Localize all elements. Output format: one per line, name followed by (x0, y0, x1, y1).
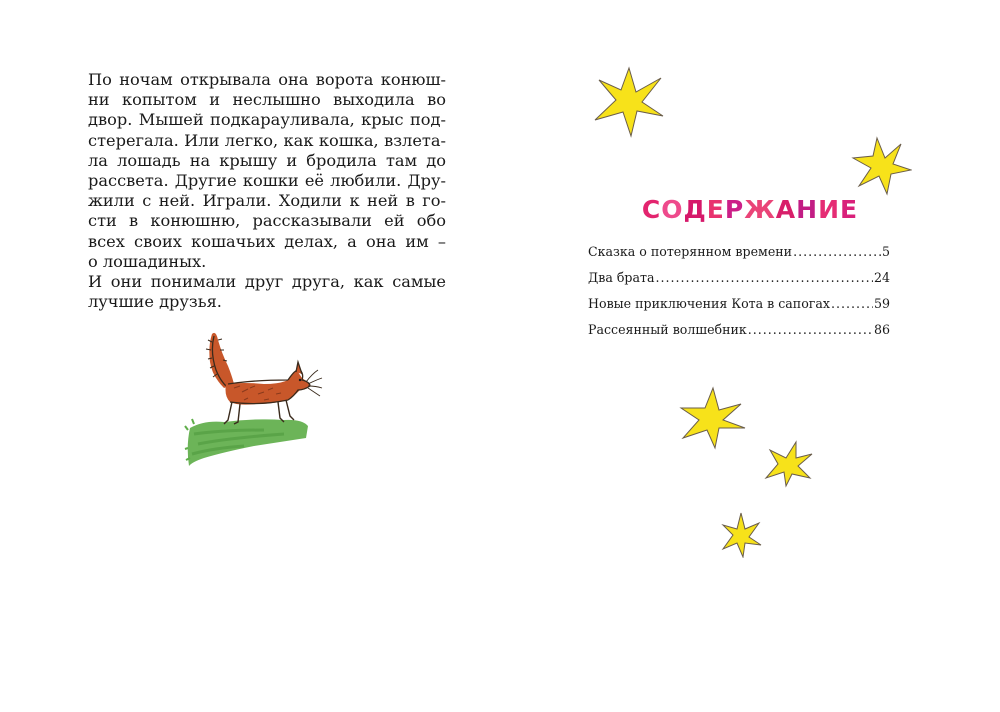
toc-title-letter: Е (706, 195, 725, 224)
toc-title (500, 194, 1000, 226)
toc-title-letter: Н (796, 195, 819, 224)
toc-leader-dots (655, 270, 873, 285)
toc-entry[interactable] (588, 244, 890, 270)
toc-title-letter: Р (724, 195, 745, 224)
text-line: ни копытом и неслышно выходила во (88, 90, 446, 110)
toc-title-letter: И (818, 195, 841, 224)
toc-list (588, 244, 890, 348)
toc-entry[interactable] (588, 270, 890, 296)
toc-entry-page: 24 (873, 270, 890, 285)
star-icon (762, 440, 814, 488)
right-page (500, 0, 1000, 712)
toc-title-letter: А (775, 195, 797, 224)
toc-entry-page: 59 (873, 296, 890, 311)
text-line: жили с ней. Играли. Ходили к ней в го- (88, 191, 446, 211)
text-line: всех своих кошачьих делах, а она им – (88, 231, 446, 251)
story-text (88, 70, 446, 312)
toc-entry-title: Сказка о потерянном времени (588, 244, 793, 259)
text-line: рассвета. Другие кошки её любили. Дру- (88, 171, 446, 191)
toc-entry[interactable] (588, 296, 890, 322)
text-line: сти в конюшню, рассказывали ей обо (88, 211, 446, 231)
toc-title-letter: Ж (744, 195, 776, 224)
toc-entry-page: 5 (881, 244, 890, 259)
text-line: стерегала. Или легко, как кошка, взлета- (88, 130, 446, 150)
toc-entry-title: Новые приключения Кота в сапогах (588, 296, 830, 311)
star-icon (676, 386, 746, 450)
toc-title-letter: Д (683, 195, 707, 224)
toc-title-letter: С (641, 195, 662, 224)
text-line: И они понимали друг друга, как самые (88, 272, 446, 292)
toc-entry-page: 86 (873, 322, 890, 337)
toc-leader-dots (793, 244, 881, 259)
toc-entry-title: Рассеянный волшебник (588, 322, 747, 337)
text-line: ла лошадь на крышу и бродила там до (88, 150, 446, 170)
toc-title-letter: Е (840, 195, 859, 224)
text-line: двор. Мышей подкарауливала, крыс под- (88, 110, 446, 130)
toc-leader-dots (748, 322, 873, 337)
star-icon (850, 136, 912, 196)
toc-entry-title: Два брата (588, 270, 655, 285)
text-line: лучшие друзья. (88, 292, 222, 312)
text-line: По ночам открывала она ворота конюш- (88, 70, 446, 89)
toc-title-letter: О (661, 195, 684, 224)
star-icon (592, 66, 666, 138)
star-icon (720, 512, 762, 558)
fox-illustration (184, 326, 324, 470)
toc-entry[interactable] (588, 322, 890, 348)
toc-leader-dots (831, 296, 873, 311)
text-line: о лошадиных. (88, 251, 207, 271)
